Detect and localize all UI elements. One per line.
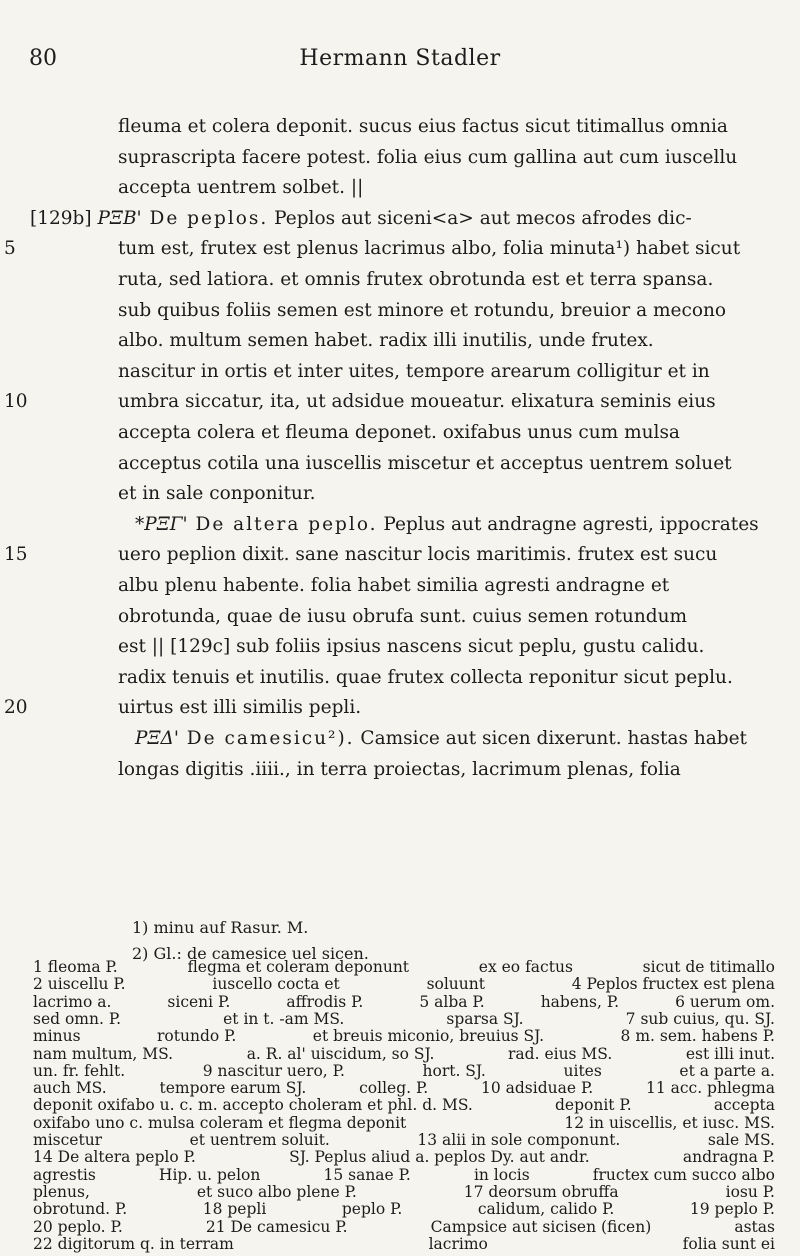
text-line <box>0 357 800 387</box>
apparatus-entry: 21 De camesicu P. <box>205 1217 348 1236</box>
apparatus-entry: Campsice aut sicisen (ficen) <box>430 1217 652 1236</box>
apparatus-entry: et breuis miconio, breuius SJ. <box>312 1027 545 1046</box>
text-line <box>0 265 800 295</box>
apparatus-entry: andragna P. <box>682 1148 775 1167</box>
footnote-text: 1) minu auf Rasur. M. <box>132 918 309 937</box>
page-header <box>0 46 800 86</box>
apparatus-entry: iosu P. <box>725 1182 775 1201</box>
footnote <box>0 915 800 941</box>
apparatus-entry: 6 uerum om. <box>675 992 775 1011</box>
text-line <box>0 632 800 662</box>
line-text: uirtus est illi similis pepli. <box>118 697 362 719</box>
apparatus-entry: fructex cum succo albo <box>592 1165 775 1184</box>
apparatus-entry: tempore earum SJ. <box>159 1079 307 1098</box>
folio-marker: [129b] <box>30 207 98 229</box>
line-text: acceptus cotila una iuscellis miscetur et acceptus uentrem soluet <box>118 452 732 474</box>
line-number: 20 <box>4 697 28 719</box>
text-line <box>0 479 800 509</box>
apparatus-entry: siceni P. <box>167 992 231 1011</box>
line-text <box>135 724 770 754</box>
apparatus-entry: 18 pepli <box>202 1200 267 1219</box>
apparatus-entry: affrodis P. <box>286 992 364 1011</box>
page-number: 80 <box>29 46 57 71</box>
apparatus-entry: et suco albo plene P. <box>196 1182 357 1201</box>
apparatus-entry: 5 alba P. <box>419 992 485 1011</box>
text-line <box>0 724 800 754</box>
text-line <box>0 296 800 326</box>
apparatus-entry: sparsa SJ. <box>446 1009 524 1028</box>
footnote-text: 2) Gl.: de camesice uel sicen. <box>132 944 369 963</box>
apparatus-entry: calidum, calido P. <box>477 1200 615 1219</box>
line-text: ruta, sed latiora. et omnis frutex obrotunda est et terra spansa. <box>118 269 714 290</box>
apparatus-entry: et a parte a. <box>679 1061 775 1080</box>
apparatus-entry: 12 in uiscellis, et iusc. MS. <box>564 1113 775 1132</box>
chapter-siglum: PΞΓ' <box>144 513 188 535</box>
apparatus-entry: est illi inut. <box>685 1044 775 1063</box>
line-text: obrotunda, quae de iusu obrufa sunt. cuius semen rotundum <box>118 605 688 627</box>
text-line <box>0 510 800 540</box>
chapter-heading: De camesicu²). <box>178 728 355 749</box>
line-number: 5 <box>4 238 16 260</box>
apparatus-entry: sale MS. <box>707 1131 775 1149</box>
line-number: 10 <box>4 391 28 413</box>
apparatus-entry: 10 adsiduae P. <box>480 1079 594 1098</box>
chapter-text: Peplos aut siceni<a> aut mecos afrodes dic- <box>268 207 692 229</box>
text-line <box>0 173 800 203</box>
apparatus-entry: auch MS. <box>33 1079 107 1098</box>
chapter-heading: De peplos. <box>141 207 269 229</box>
apparatus-entry: 1 fleoma P. <box>33 958 118 976</box>
apparatus-entry: 4 Peplos fructex est plena <box>571 975 775 994</box>
apparatus-entry: 17 deorsum obruffa <box>463 1182 619 1201</box>
apparatus-entry: deponit oxifabo u. c. m. accepto choleram et phl. d. MS. <box>33 1096 473 1115</box>
apparatus-entry: 13 alii in sole componunt. <box>417 1131 621 1149</box>
apparatus-entry: Hip. u. pelon <box>158 1165 261 1184</box>
apparatus-entry: agrestis <box>33 1165 96 1184</box>
line-text <box>135 510 770 540</box>
apparatus-entry: 8 m. sem. habens P. <box>620 1027 775 1046</box>
apparatus-entry: peplo P. <box>341 1200 403 1219</box>
apparatus-entry: plenus, <box>33 1182 90 1201</box>
text-line <box>0 387 800 417</box>
apparatus-entry: rad. eius MS. <box>508 1044 613 1063</box>
apparatus-entry: sed omn. P. <box>33 1009 122 1028</box>
apparatus-entry: hort. SJ. <box>422 1061 486 1080</box>
apparatus-entry: 20 peplo. P. <box>33 1217 123 1236</box>
apparatus-entry: uites <box>563 1061 602 1080</box>
text-line <box>0 143 800 173</box>
apparatus-entry: 19 peplo P. <box>689 1200 775 1219</box>
apparatus-entry: 11 acc. phlegma <box>645 1079 775 1098</box>
apparatus-entry: SJ. Peplus aliud a. peplos Dy. aut andr. <box>289 1148 590 1167</box>
apparatus-entry: colleg. P. <box>359 1079 429 1098</box>
apparatus-entry: un. fr. fehlt. <box>33 1061 126 1080</box>
apparatus-entry: obrotund. P. <box>33 1200 128 1219</box>
apparatus-entry: soluunt <box>426 975 485 994</box>
line-text: uero peplion dixit. sane nascitur locis maritimis. frutex est sucu <box>118 544 718 566</box>
line-text: longas digitis .iiii., in terra proiectas, lacrimum plenas, folia <box>118 758 681 780</box>
line-text: albo. multum semen habet. radix illi inutilis, unde frutex. <box>118 330 654 352</box>
line-text <box>30 204 770 234</box>
apparatus-line <box>33 1232 775 1256</box>
apparatus-entry: in locis <box>473 1165 530 1184</box>
text-line <box>0 571 800 601</box>
line-text: et in sale conponitur. <box>118 483 316 505</box>
folio-marker: * <box>135 513 145 535</box>
apparatus-entry: rotundo P. <box>157 1027 237 1046</box>
line-text: albu plenu habente. folia habet similia agresti andragne et <box>118 575 670 596</box>
apparatus-entry: 9 nascitur uero, P. <box>202 1061 345 1080</box>
text-line <box>0 693 800 723</box>
apparatus-entry: deponit P. <box>554 1096 632 1115</box>
line-text: accepta colera et fleuma deponet. oxifabus unus cum mulsa <box>118 422 680 443</box>
apparatus-entry: a. R. al' uiscidum, so SJ. <box>246 1044 435 1063</box>
line-text: nascitur in ortis et inter uites, tempore arearum colligitur et in <box>118 360 710 382</box>
text-line <box>0 602 800 632</box>
apparatus-entry: oxifabo uno c. mulsa coleram et flegma deponit <box>33 1113 407 1132</box>
apparatus-entry: sicut de titimallo <box>642 958 775 976</box>
apparatus-entry: ex eo factus <box>478 958 573 976</box>
text-line <box>0 540 800 570</box>
apparatus-entry: 2 uiscellu P. <box>33 975 126 994</box>
chapter-siglum: PΞB' <box>97 207 142 229</box>
line-text: umbra siccatur, ita, ut adsidue moueatur. elixatura seminis eius <box>118 391 716 413</box>
apparatus-entry: et uentrem soluit. <box>189 1131 330 1149</box>
apparatus-entry: 14 De altera peplo P. <box>33 1148 196 1167</box>
line-text: suprascripta facere potest. folia eius cum gallina aut cum iuscellu <box>118 146 738 168</box>
apparatus-entry: minus <box>33 1027 81 1046</box>
apparatus-entry: folia sunt ei <box>682 1234 775 1253</box>
text-line <box>0 326 800 356</box>
apparatus-entry: habens, P. <box>540 992 620 1011</box>
chapter-text: Peplus aut andragne agresti, ippocrates <box>377 513 759 535</box>
text-line <box>0 755 800 785</box>
line-number: 15 <box>4 544 28 566</box>
running-head: Hermann Stadler <box>299 46 501 71</box>
apparatus-entry: 15 sanae P. <box>323 1165 411 1184</box>
line-text: tum est, frutex est plenus lacrimus albo, folia minuta¹) habet sicut <box>118 238 741 260</box>
apparatus-entry: lacrimo <box>428 1234 488 1253</box>
apparatus-entry: lacrimo a. <box>33 992 112 1011</box>
apparatus-entry: et in t. -am MS. <box>223 1009 345 1028</box>
apparatus-entry: miscetur <box>33 1131 103 1149</box>
line-text: fleuma et colera deponit. sucus eius factus sicut titimallus omnia <box>118 116 728 137</box>
line-text: accepta uentrem solbet. || <box>118 177 364 199</box>
text-line <box>0 418 800 448</box>
text-line <box>0 204 800 234</box>
chapter-siglum: PΞΔ' <box>135 728 179 749</box>
apparatus-entry: nam multum, MS. <box>33 1044 174 1063</box>
text-line <box>0 112 800 142</box>
apparatus-entry: astas <box>734 1217 775 1236</box>
apparatus-entry: 22 digitorum q. in terram <box>33 1234 234 1253</box>
line-text: sub quibus foliis semen est minore et rotundu, breuior a mecono <box>118 299 727 321</box>
apparatus-entry: 7 sub cuius, qu. SJ. <box>625 1009 775 1028</box>
text-line <box>0 663 800 693</box>
chapter-text: Camsice aut sicen dixerunt. hastas habet <box>354 728 747 749</box>
apparatus-entry: flegma et coleram deponunt <box>187 958 410 976</box>
apparatus-entry: iuscello cocta et <box>212 975 340 994</box>
line-text: radix tenuis et inutilis. quae frutex collecta reponitur sicut peplu. <box>118 666 733 688</box>
chapter-heading: De altera peplo. <box>187 513 378 535</box>
apparatus-entry: accepta <box>713 1096 775 1115</box>
text-line <box>0 234 800 264</box>
line-text: est || [129c] sub foliis ipsius nascens sicut peplu, gustu calidu. <box>118 636 705 658</box>
text-line <box>0 449 800 479</box>
